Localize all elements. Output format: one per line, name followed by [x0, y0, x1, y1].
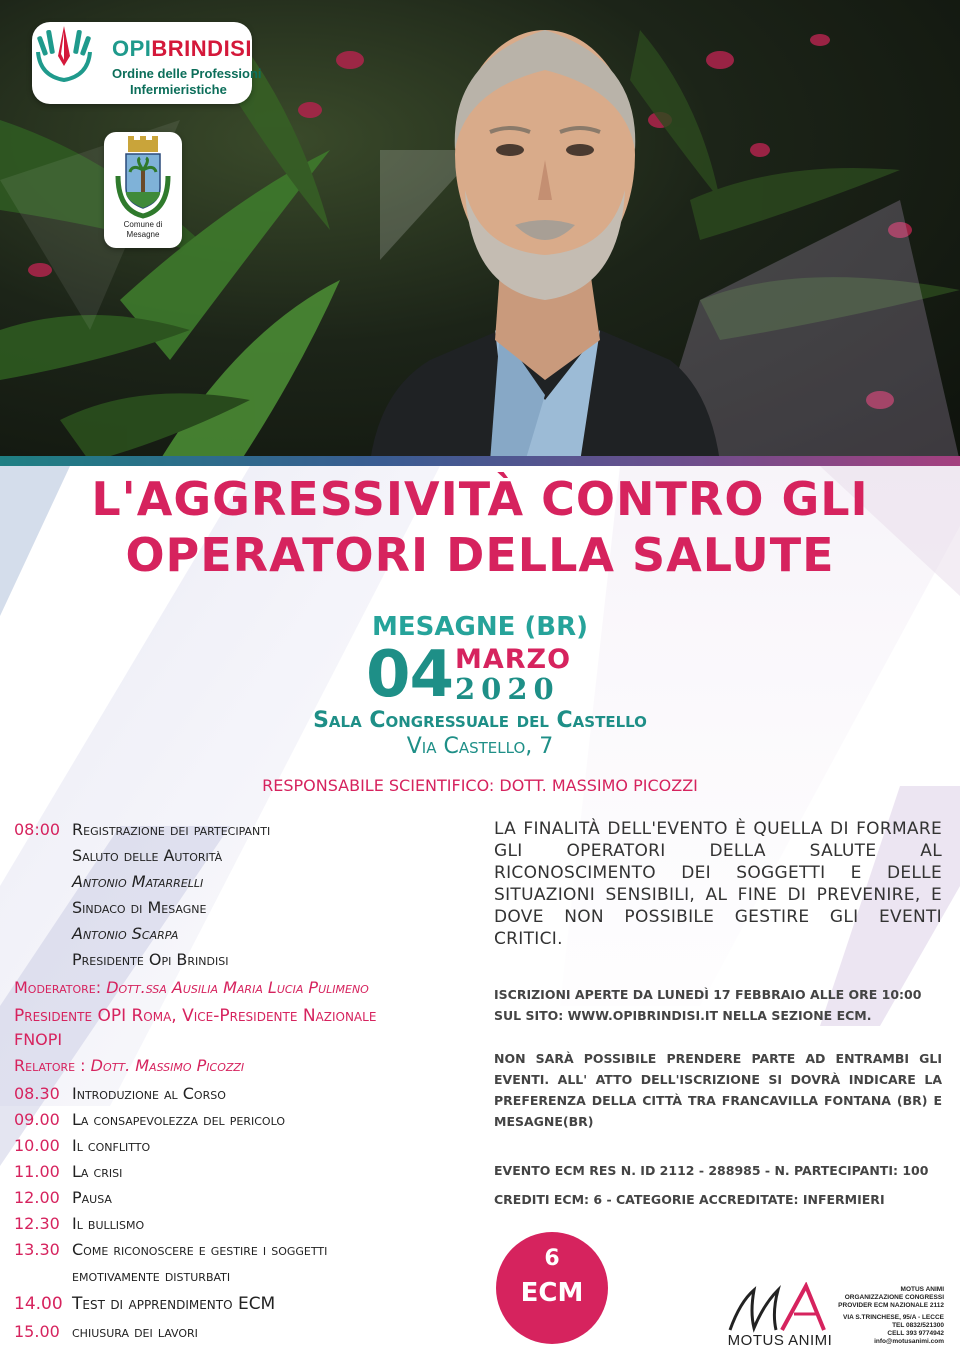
- footer-line: VIA S.TRINCHESE, 95/A - LECCE: [842, 1314, 944, 1321]
- logo-name-brindisi: BRINDISI: [151, 36, 252, 61]
- speaker: [14, 1056, 244, 1076]
- registration-site: SUL SITO: WWW.OPIBRINDISI.IT NELLA SEZIONE ECM.: [494, 1008, 872, 1023]
- speaker-label: Relatore :: [14, 1056, 91, 1075]
- program-item: [14, 1136, 150, 1156]
- event-day: 04: [366, 638, 454, 712]
- program-item: [14, 1214, 144, 1234]
- program-label: Pausa: [72, 1188, 112, 1207]
- comune-label-line2: Mesagne: [126, 230, 160, 239]
- program-time: 11.00: [14, 1162, 60, 1181]
- program-time: 09.00: [14, 1110, 60, 1129]
- logo-name-opi: OPI: [112, 36, 152, 61]
- ecm-credits-label: ECM: [520, 1278, 584, 1308]
- moderator: [14, 978, 369, 998]
- program-label: Il bullismo: [72, 1214, 145, 1233]
- speaker-name: Dott. Massimo Picozzi: [90, 1056, 245, 1075]
- logo-subtitle-line2: Infermieristiche: [130, 82, 227, 97]
- program-detail: Antonio Scarpa: [72, 924, 179, 943]
- footer-line: CELL 393 9774942: [887, 1330, 944, 1337]
- moderator-label: Moderatore:: [14, 978, 107, 997]
- coat-of-arms-icon: [112, 136, 174, 220]
- event-address: Via Castello, 7: [406, 734, 554, 759]
- program-time: 08:00: [14, 820, 61, 839]
- program-label: Registrazione dei partecipanti: [72, 820, 271, 839]
- footer-line: TEL 0832/521300: [892, 1322, 944, 1329]
- program-time: 15.00: [14, 1322, 60, 1341]
- footer-line: info@motusanimi.com: [874, 1338, 944, 1345]
- hero-photo: [0, 0, 960, 462]
- event-venue: Sala Congressuale del Castello: [313, 708, 647, 733]
- program-item: [14, 1322, 198, 1342]
- logo-name: [112, 36, 252, 62]
- footer-line: PROVIDER ECM NAZIONALE 2112: [838, 1302, 944, 1309]
- logo-subtitle-line1: Ordine delle Professioni: [112, 66, 262, 81]
- program-item: [14, 1084, 226, 1104]
- event-title-line1: L'AGGRESSIVITÀ CONTRO GLI: [91, 472, 869, 526]
- footer-line: ORGANIZZAZIONE CONGRESSI: [844, 1294, 944, 1301]
- event-year: 2020: [455, 672, 560, 706]
- registration-line: ISCRIZIONI APERTE DA LUNEDÌ 17 FEBBRAIO ALLE ORE 10:00: [494, 987, 922, 1002]
- program-label: La consapevolezza del pericolo: [72, 1110, 285, 1129]
- program-label: Il conflitto: [72, 1136, 151, 1155]
- program-label: Come riconoscere e gestire i soggetti: [72, 1240, 328, 1259]
- ecm-details: [494, 1160, 942, 1210]
- program-detail: Antonio Matarrelli: [72, 872, 204, 891]
- program-time: 08.30: [14, 1084, 60, 1103]
- program-time: 10.00: [14, 1136, 60, 1155]
- program-detail: Saluto delle Autorità: [72, 846, 223, 865]
- event-title-line2: OPERATORI DELLA SALUTE: [125, 528, 835, 582]
- footer-line: MOTUS ANIMI: [900, 1286, 944, 1293]
- opi-brindisi-emblem-icon: [32, 22, 96, 84]
- program-item: [14, 1240, 327, 1260]
- program-label-cont: emotivamente disturbati: [72, 1266, 231, 1285]
- moderator-name: Dott.ssa Ausilia Maria Lucia Pulimeno: [106, 978, 369, 997]
- ecm-credits-badge: [496, 1232, 608, 1344]
- comune-label-line1: Comune di: [123, 220, 163, 229]
- program-item: [14, 1110, 285, 1130]
- scientific-lead: RESPONSABILE SCIENTIFICO: DOTT. MASSIMO PICOZZI: [262, 776, 698, 795]
- program-time: 14.00: [14, 1294, 63, 1314]
- program-item: [14, 1162, 122, 1182]
- ecm-credits-number: 6: [544, 1246, 560, 1271]
- program-label: La crisi: [72, 1162, 123, 1181]
- participation-warning: NON SARÀ POSSIBILE PRENDERE PARTE AD ENTRAMBI GLI EVENTI. ALL' ATTO DELL'ISCRIZIONE SI DOVRÀ INDICARE LA PREFERENZA DELLA CITTÀ TRA FRANCAVILLA FONTANA (BR) E MESAGNE(BR): [494, 1051, 942, 1129]
- hero-gradient-bar: [0, 456, 960, 466]
- moderator-role: Presidente OPI Roma, Vice-Presidente Nazionale: [14, 1006, 377, 1026]
- motus-animi-name: MOTUS ANIMI: [727, 1332, 833, 1349]
- program-time: 13.30: [14, 1240, 60, 1259]
- ecm-credits: CREDITI ECM: 6 - CATEGORIE ACCREDITATE: INFERMIERI: [494, 1192, 885, 1207]
- program-label: chiusura dei lavori: [72, 1322, 198, 1341]
- program-time: 12.00: [14, 1188, 60, 1207]
- comune-mesagne-logo: [104, 132, 182, 248]
- registration-info: [494, 984, 942, 1026]
- program-item: [14, 1188, 112, 1208]
- program-label: Test di apprendimento ECM: [72, 1294, 276, 1314]
- event-month: MARZO: [455, 644, 572, 675]
- moderator-role-cont: FNOPI: [14, 1030, 63, 1049]
- program-detail: Sindaco di Mesagne: [72, 898, 207, 917]
- opi-brindisi-logo: [32, 22, 262, 104]
- program-time: 12.30: [14, 1214, 60, 1233]
- program-item: [14, 820, 270, 840]
- program-detail: Presidente Opi Brindisi: [72, 950, 229, 969]
- program-label: Introduzione al Corso: [72, 1084, 226, 1103]
- program-item: [14, 1294, 275, 1314]
- event-description: LA FINALITÀ DELL'EVENTO È QUELLA DI FORMARE GLI OPERATORI DELLA SALUTE AL RICONOSCIMENTO DEI SOGGETTI E DELLE SITUAZIONI SENSIBILI, AL FINE DI PREVENIRE, E DOVE NON POSSIBILE GESTIRE GLI EVENTI CRITICI.: [494, 819, 942, 949]
- ecm-event-id: EVENTO ECM RES N. ID 2112 - 288985 - N. PARTECIPANTI: 100: [494, 1163, 929, 1178]
- event-city: MESAGNE (BR): [372, 612, 588, 642]
